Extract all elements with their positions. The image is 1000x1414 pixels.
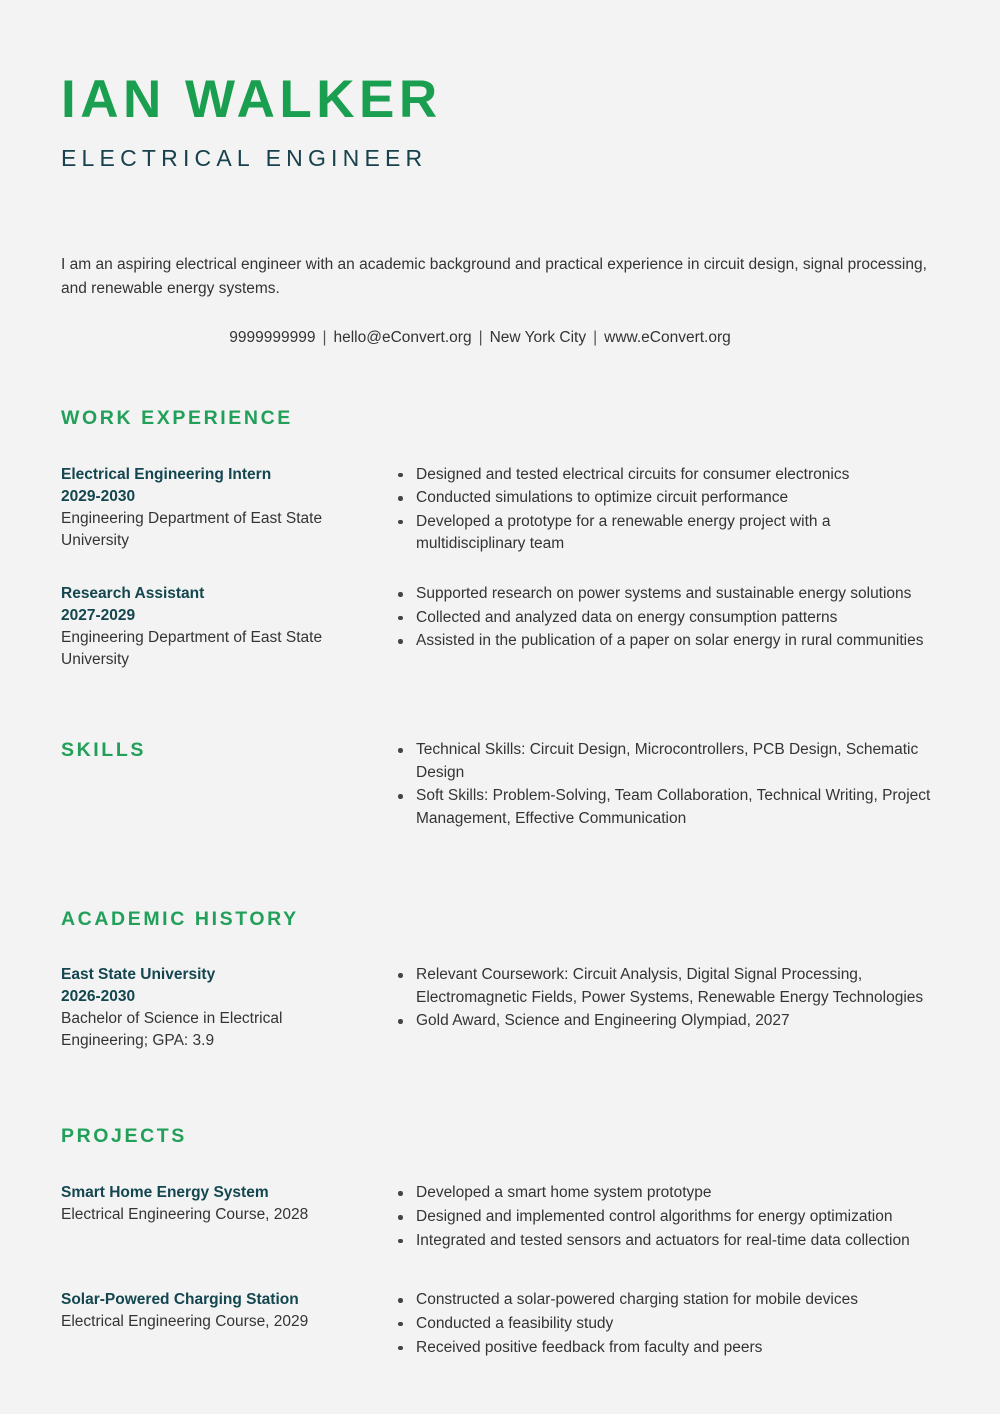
skills-bullet-list [379, 739, 939, 831]
project-entry-title: Smart Home Energy System [61, 1184, 269, 1202]
list-item: Supported research on power systems and sustainable energy solutions [397, 583, 939, 606]
project-entry-course: Electrical Engineering Course, 2028 [61, 1206, 309, 1224]
list-item: Conducted a feasibility study [397, 1313, 939, 1336]
work-entry-details [361, 464, 939, 558]
list-item: Soft Skills: Problem-Solving, Team Collaboration, Technical Writing, Project Management, Effective Communication [397, 785, 939, 830]
work-entry-title: Electrical Engineering Intern [61, 465, 272, 483]
academic-entry-degree: Bachelor of Science in Electrical Engineering; GPA: 3.9 [61, 1010, 283, 1049]
project-entry-meta [61, 1289, 361, 1333]
contact-location: New York City [489, 328, 587, 346]
project-bullet-list [379, 1182, 939, 1252]
project-entry-details [361, 1289, 939, 1360]
work-entry-bullet-list [379, 583, 939, 653]
list-item: Developed a prototype for a renewable energy project with a multidisciplinary team [397, 511, 939, 556]
academic-entry [61, 964, 939, 1052]
contact-phone: 9999999999 [229, 328, 316, 346]
work-entry-dates: 2029-2030 [61, 487, 136, 505]
contact-line [61, 326, 939, 349]
work-entry-details [361, 583, 939, 654]
work-entry-org: Engineering Department of East State University [61, 509, 323, 549]
academic-entry-meta [61, 964, 361, 1052]
contact-separator-3: | [593, 328, 598, 346]
section-title-work-experience: WORK EXPERIENCE [61, 407, 293, 430]
section-work-experience [61, 407, 939, 671]
academic-entry-school: East State University [61, 966, 216, 983]
list-item: Designed and tested electrical circuits for consumer electronics [397, 464, 939, 487]
list-item: Integrated and tested sensors and actuators for real-time data collection [397, 1230, 939, 1253]
section-title-projects: PROJECTS [61, 1125, 187, 1147]
list-item: Relevant Coursework: Circuit Analysis, Digital Signal Processing, Electromagnetic Fields, Power Systems, Renewable Energy Technologies [397, 964, 939, 1009]
work-entry-bullet-list [379, 464, 939, 557]
project-entry-meta [61, 1182, 361, 1226]
job-role-subtitle: ELECTRICAL ENGINEER [61, 144, 428, 171]
list-item: Constructed a solar-powered charging station for mobile devices [397, 1289, 939, 1312]
list-item: Assisted in the publication of a paper on solar energy in rural communities [397, 630, 939, 653]
contact-separator-2: | [478, 328, 483, 346]
skills-heading-column [61, 739, 361, 762]
project-entry [61, 1182, 939, 1253]
list-item: Designed and implemented control algorithms for energy optimization [397, 1206, 939, 1229]
academic-entry-dates: 2026-2030 [61, 988, 136, 1005]
summary-paragraph: I am an aspiring electrical engineer with an academic background and practical experience in circuit design, signal processing, and renewable energy systems. [61, 255, 927, 297]
resume-header [61, 0, 939, 171]
contact-email[interactable]: hello@eConvert.org [333, 328, 472, 346]
list-item: Technical Skills: Circuit Design, Microcontrollers, PCB Design, Schematic Design [397, 739, 939, 784]
academic-bullet-list [379, 964, 939, 1033]
contact-separator-1: | [322, 328, 327, 346]
work-entry-title: Research Assistant [61, 585, 205, 603]
list-item: Developed a smart home system prototype [397, 1182, 939, 1205]
section-projects [61, 1125, 939, 1360]
work-entry-meta [61, 464, 361, 552]
work-entry-org: Engineering Department of East State University [61, 629, 323, 669]
work-entry [61, 464, 939, 558]
page-title: IAN WALKER [61, 70, 442, 129]
academic-entry-details [361, 964, 939, 1034]
section-academic-history [61, 908, 939, 1052]
project-entry-course: Electrical Engineering Course, 2029 [61, 1313, 309, 1331]
work-entry-dates: 2027-2029 [61, 607, 136, 625]
project-entry-title: Solar-Powered Charging Station [61, 1291, 299, 1309]
skills-details [361, 739, 939, 832]
project-entry-details [361, 1182, 939, 1253]
section-title-academic-history: ACADEMIC HISTORY [61, 907, 299, 930]
section-title-skills: SKILLS [61, 739, 146, 762]
list-item: Received positive feedback from faculty and peers [397, 1337, 939, 1360]
work-entry [61, 583, 939, 671]
list-item: Collected and analyzed data on energy consumption patterns [397, 607, 939, 630]
project-bullet-list [379, 1289, 939, 1359]
section-skills [61, 739, 939, 832]
project-entry [61, 1289, 939, 1360]
contact-website[interactable]: www.eConvert.org [604, 328, 731, 346]
list-item: Conducted simulations to optimize circuit performance [397, 487, 939, 510]
list-item: Gold Award, Science and Engineering Olympiad, 2027 [397, 1010, 939, 1033]
work-entry-meta [61, 583, 361, 671]
skills-entry [61, 739, 939, 832]
